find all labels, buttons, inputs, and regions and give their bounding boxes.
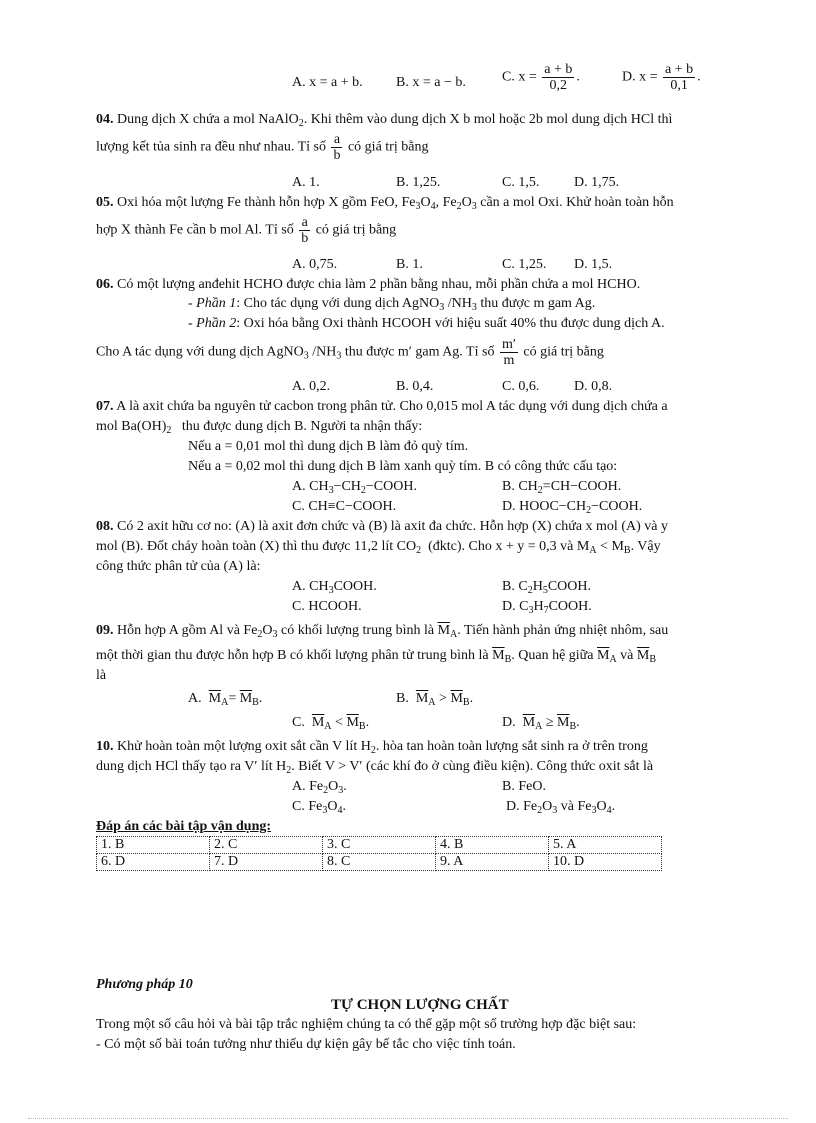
answer-cell: 9. A — [436, 854, 549, 871]
answers-table — [96, 836, 662, 871]
q07-option-c: C. CH≡C−COOH. — [292, 499, 397, 514]
fraction: $\frac{a + b}{0,1}$ — [665, 62, 694, 93]
fraction: $\frac{a + b}{0,2}$ — [544, 62, 573, 93]
fraction: $\frac{a}{b}$ — [301, 215, 309, 246]
method-line-2: - Có một số bài toán tưởng như thiếu dự kiện gây bế tắc cho việc tính toán. — [96, 1037, 516, 1052]
q06-option-b: B. 0,4. — [396, 379, 434, 394]
q07-option-d: D. $HOOC-CH_2-COOH$. — [502, 499, 643, 516]
question-number: 07. — [96, 399, 114, 414]
question-number: 04. — [96, 112, 114, 127]
q06-option-a: A. 0,2. — [292, 379, 331, 394]
q10-line-1: 10. Khử hoàn toàn một lượng oxit sắt cần V lít $H_2$. hòa tan hoàn toàn lượng sắt sinh ra ở trên trong — [96, 739, 648, 756]
q04-line-1: 04. Dung dịch X chứa a mol NaAlO$_2$. Khi thêm vào dung dịch X b mol hoặc 2b mol dung dịch HCl thì — [96, 112, 673, 129]
method-title: TỰ CHỌN LƯỢNG CHẤT — [331, 997, 509, 1013]
q06-option-c: C. 0,6. — [502, 379, 540, 394]
question-number: 10. — [96, 739, 114, 754]
question-number: 09. — [96, 623, 114, 638]
q05-option-b: B. 1. — [396, 257, 423, 272]
q08-line-2: mol (B). Đốt cháy hoàn toàn (X) thì thu được 11,2 lít $CO_2$ (đktc). Cho x + y = 0,3 và $M_A < M_B$. Vậy — [96, 539, 661, 556]
q08-line-3: công thức phân tử của (A) là: — [96, 559, 261, 574]
q07-line-2: mol $Ba(OH)_2$ thu được dung dịch B. Người ta nhận thấy: — [96, 419, 423, 436]
q07-line-3: Nếu a = 0,01 mol thì dung dịch B làm đỏ quỳ tím. — [188, 439, 469, 454]
q08-option-d: D. $C_3H_7COOH$. — [502, 599, 592, 616]
method-line-1: Trong một số câu hỏi và bài tập trắc nghiệm chúng ta có thể gặp một số trường hợp đặc biệt sau: — [96, 1017, 637, 1032]
q06-line-4: Cho A tác dụng với dung dịch AgNO$_3$ $/NH_3$ thu được m′ gam Ag. Tỉ số $\frac{m'}{m}$ có giá trị bằng — [96, 337, 604, 368]
q04-option-d: D. 1,75. — [574, 175, 620, 190]
q06-part-2: - Phần 2: Oxi hóa bằng Oxi thành HCOOH với hiệu suất 40% thu được dung dịch A. — [188, 316, 665, 331]
q03-option-b: B. x = a − b. — [396, 75, 466, 90]
q05-line-2: hợp X thành Fe cần b mol Al. Tỉ số $\frac{a}{b}$ có giá trị bằng — [96, 215, 397, 246]
q05-option-d: D. 1,5. — [574, 257, 613, 272]
q09-option-d: D. $\overline{M}_A \ge \overline{M}_B$. — [502, 715, 580, 732]
fraction: $\frac{m'}{m}$ — [501, 337, 516, 368]
question-number: 06. — [96, 277, 114, 292]
q03-option-d: D. x = $\frac{a + b}{0,1}$ . — [622, 62, 701, 93]
q06-line-1: 06. Có một lượng anđehit HCHO được chia làm 2 phần bằng nhau, mỗi phần chứa a mol HCHO. — [96, 277, 641, 292]
q08-option-c: C. HCOOH. — [292, 599, 362, 614]
q06-option-d: D. 0,8. — [574, 379, 613, 394]
answer-cell: 7. D — [210, 854, 323, 871]
answer-cell: 1. B — [97, 837, 210, 854]
q07-line-1: 07. A là axit chứa ba nguyên tử cacbon trong phân tử. Cho 0,015 mol A tác dụng với dung dịch chứa a — [96, 399, 668, 414]
q09-line-3: là — [96, 668, 107, 683]
q03-option-c: C. x = $\frac{a + b}{0,2}$ . — [502, 62, 580, 93]
answer-cell: 4. B — [436, 837, 549, 854]
q05-option-a: A. 0,75. — [292, 257, 338, 272]
q09-option-b: B. $\overline{M}_A > \overline{M}_B$. — [396, 691, 474, 708]
q09-option-c: C. $\overline{M}_A < \overline{M}_B$. — [292, 715, 370, 732]
q09-line-1: 09. Hỗn hợp A gồm Al và $Fe_2O_3$ có khối lượng trung bình là $\overline{M}_A$. Tiến hành phản ứng nhiệt nhôm, sau — [96, 623, 669, 640]
q06-part-1: - Phần 1: Cho tác dụng với dung dịch AgNO$_3$ $/NH_3$ thu được m gam Ag. — [188, 296, 596, 313]
q08-line-1: 08. Có 2 axit hữu cơ no: (A) là axit đơn chức và (B) là axit đa chức. Hỗn hợp (X) chứa x mol (A) và y — [96, 519, 668, 534]
q10-option-a: A. $Fe_2O_3$. — [292, 779, 347, 796]
question-number: 05. — [96, 195, 114, 210]
answer-cell: 3. C — [323, 837, 436, 854]
page-bottom-divider — [28, 1118, 788, 1119]
q07-option-b: B. $CH_2=CH-COOH$. — [502, 479, 622, 496]
q10-option-c: C. $Fe_3O_4$. — [292, 799, 346, 816]
q04-option-c: C. 1,5. — [502, 175, 540, 190]
q05-line-1: 05. Oxi hóa một lượng Fe thành hỗn hợp X gồm FeO, $Fe_3O_4$, $Fe_2O_3$ cần a mol Oxi. Khử hoàn toàn hỗn — [96, 195, 674, 212]
fraction: $\frac{a}{b}$ — [333, 132, 341, 163]
q10-line-2: dung dịch HCl thấy tạo ra V′ lít $H_2$. Biết V > V′ (các khí đo ở cùng điều kiện). Công thức oxit sắt là — [96, 759, 654, 776]
table-row — [97, 837, 662, 854]
answer-cell: 6. D — [97, 854, 210, 871]
answer-cell: 2. C — [210, 837, 323, 854]
q03-option-a: A. x = a + b. — [292, 75, 363, 90]
q04-option-a: A. 1. — [292, 175, 320, 190]
q09-line-2: một thời gian thu được hỗn hợp B có khối lượng phân tử trung bình là $\overline{M}_B$. Quan hệ giữa $\overline{M}_A$ và $\overline{M}_B$ — [96, 648, 657, 665]
q08-option-a: A. $CH_3COOH$. — [292, 579, 377, 596]
q09-option-a: A. $\overline{M}_A= \overline{M}_B$. — [188, 691, 263, 708]
method-label: Phương pháp 10 — [96, 977, 193, 992]
answers-title: Đáp án các bài tập vận dụng: — [96, 819, 272, 834]
answer-cell: 8. C — [323, 854, 436, 871]
question-number: 08. — [96, 519, 114, 534]
table-row — [97, 854, 662, 871]
q07-option-a: A. $CH_3-CH_2-COOH$. — [292, 479, 417, 496]
answer-cell: 10. D — [549, 854, 662, 871]
q10-option-d: D. $Fe_2O_3$ và $Fe_3O_4$. — [506, 799, 616, 816]
q05-option-c: C. 1,25. — [502, 257, 547, 272]
q04-line-2: lượng kết tủa sinh ra đều như nhau. Tỉ số $\frac{a}{b}$ có giá trị bằng — [96, 132, 429, 163]
q04-option-b: B. 1,25. — [396, 175, 441, 190]
q07-line-4: Nếu a = 0,02 mol thì dung dịch B làm xanh quỳ tím. B có công thức cấu tạo: — [188, 459, 618, 474]
q08-option-b: B. $C_2H_5COOH$. — [502, 579, 591, 596]
answer-cell: 5. A — [549, 837, 662, 854]
q10-option-b: B. FeO. — [502, 779, 546, 794]
